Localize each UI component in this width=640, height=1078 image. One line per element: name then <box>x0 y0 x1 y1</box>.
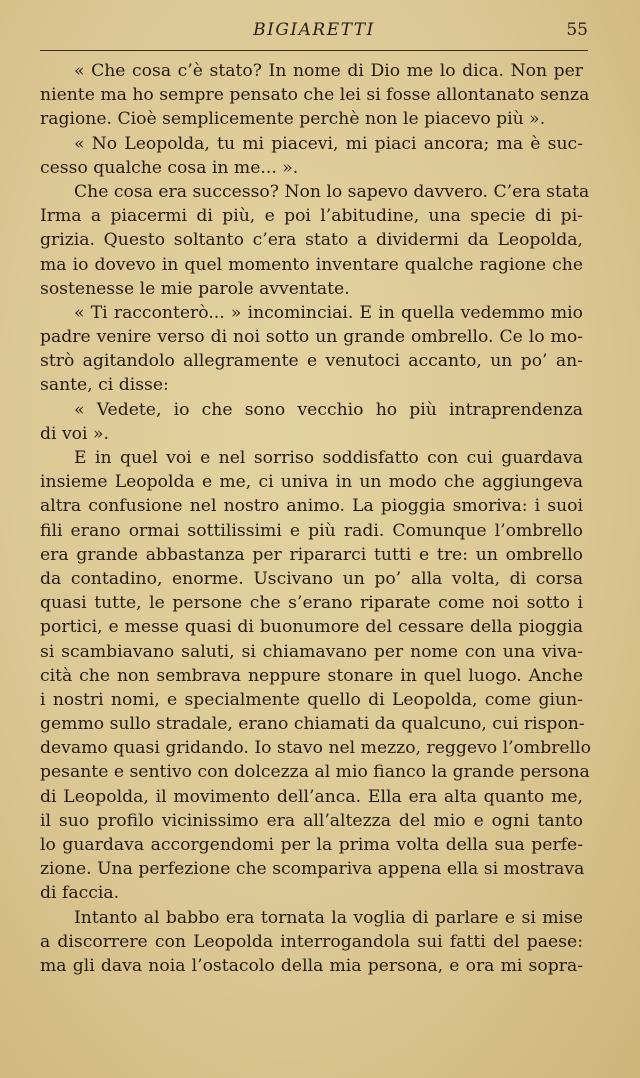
page-number: 55 <box>566 20 588 40</box>
body-text <box>40 59 591 978</box>
text-line: sostenesse le mie parole avventate. <box>40 278 350 299</box>
page-header <box>40 20 588 46</box>
text-line: « No Leopolda, tu mi piacevi, mi piaci ancora; ma è suc- <box>74 133 583 154</box>
text-line: sante, ci disse: <box>40 375 169 396</box>
header-rule <box>40 50 588 51</box>
text-line: il suo profilo vicinissimo era all’altezza del mio e ogni tanto <box>40 810 583 831</box>
text-line: « Ti racconterò... » incominciai. E in quella vedemmo mio <box>74 302 583 323</box>
text-line: devamo quasi gridando. Io stavo nel mezzo, reggevo l’ombrello <box>40 738 591 759</box>
text-line: si scambiavano saluti, si chiamavano per nome con una viva- <box>40 641 583 662</box>
text-line: lo guardava accorgendomi per la prima volta della sua perfe- <box>40 835 583 855</box>
text-line: niente ma ho sempre pensato che lei si fosse allontanato senza <box>40 85 590 106</box>
text-line: ma gli dava noia l’ostacolo della mia persona, e ora mi sopra- <box>40 955 583 976</box>
text-line: i nostri nomi, e specialmente quello di Leopolda, come giun- <box>40 689 583 710</box>
text-line: « Che cosa c’è stato? In nome di Dio me lo dica. Non per <box>74 61 583 81</box>
text-line: strò agitandolo allegramente e venutoci accanto, un po’ an- <box>40 351 583 372</box>
text-line: Intanto al babbo era tornata la voglia di parlare e si mise <box>74 907 583 928</box>
text-line: a discorrere con Leopolda interrogandola sui fatti del paese: <box>40 931 583 952</box>
text-line: quasi tutte, le persone che s’erano riparate come noi sotto i <box>40 593 583 614</box>
text-line: gemmo sullo stradale, erano chiamati da qualcuno, cui rispon- <box>40 714 585 735</box>
text-line: padre venire verso di noi sotto un grande ombrello. Ce lo mo- <box>40 327 583 348</box>
text-line: fili erano ormai sottilissimi e più radi. Comunque l’ombrello <box>40 520 583 541</box>
running-head: BIGIARETTI <box>253 20 375 40</box>
text-line: di Leopolda, il movimento dell’anca. Ella era alta quanto me, <box>40 786 583 807</box>
text-line: era grande abbastanza per ripararci tutti e tre: un ombrello <box>40 544 583 565</box>
text-line: zione. Una perfezione che scompariva appena ella si mostrava <box>40 859 585 880</box>
text-line: ma io dovevo in quel momento inventare qualche ragione che <box>40 254 583 275</box>
text-line: insieme Leopolda e me, ci univa in un modo che aggiungeva <box>40 472 583 493</box>
text-line: portici, e messe quasi di buonumore del cessare della pioggia <box>40 617 583 638</box>
text-line: da contadino, enorme. Uscivano un po’ alla volta, di corsa <box>40 568 583 589</box>
text-line: pesante e sentivo con dolcezza al mio fianco la grande persona <box>40 762 590 783</box>
text-line: « Vedete, io che sono vecchio ho più intraprendenza <box>74 399 583 420</box>
text-line: ragione. Cioè semplicemente perchè non le piacevo più ». <box>40 109 546 130</box>
text-line: di faccia. <box>40 883 120 904</box>
text-line: grizia. Questo soltanto c’era stato a dividermi da Leopolda, <box>40 230 583 251</box>
text-line: cesso qualche cosa in me... ». <box>40 157 299 178</box>
text-line: altra confusione nel nostro animo. La pioggia smoriva: i suoi <box>40 496 583 517</box>
text-line: E in quel voi e nel sorriso soddisfatto con cui guardava <box>74 448 583 468</box>
text-line: Irma a piacermi di più, e poi l’abitudine, una specie di pi- <box>40 206 583 227</box>
text-line: di voi ». <box>40 423 109 444</box>
text-line: Che cosa era successo? Non lo sapevo davvero. C’era stata <box>74 181 590 202</box>
text-line: cità che non sembrava neppure stonare in quel luogo. Anche <box>40 665 583 686</box>
